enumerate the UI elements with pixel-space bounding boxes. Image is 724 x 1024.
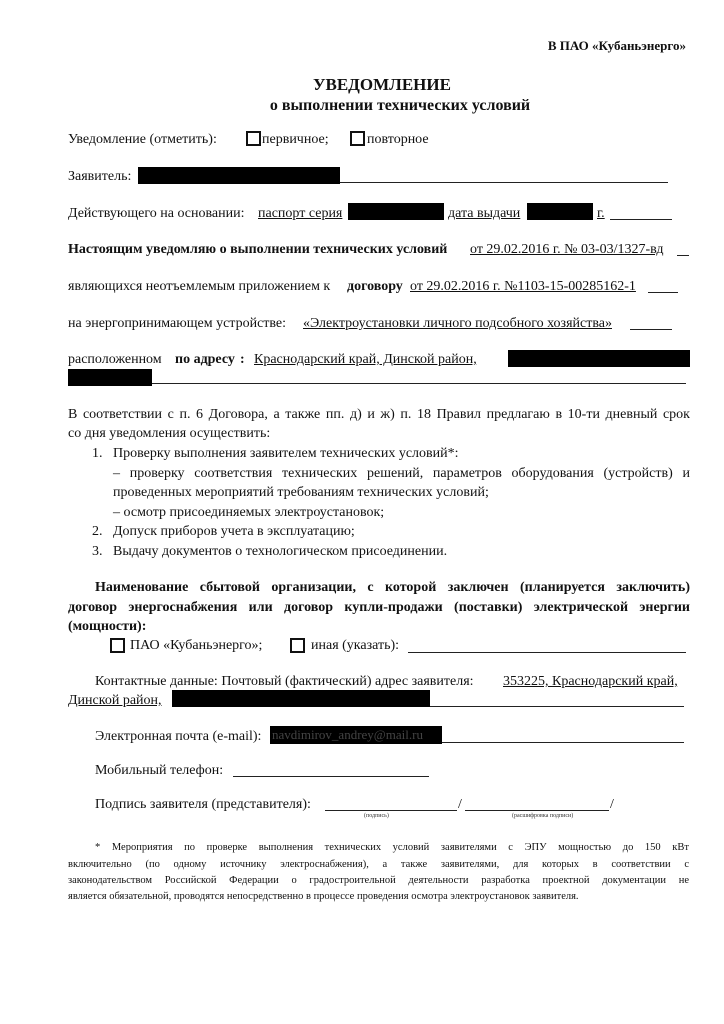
list-subitem-2: – осмотр присоединяемых электроустановок; (113, 505, 385, 520)
notify-line-tail (677, 255, 689, 256)
other-supplier-label: иная (указать): (311, 638, 400, 653)
postal-address-value-1: 353225, Краснодарский край, (503, 674, 678, 689)
contract-line-tail (648, 292, 678, 293)
passport-label: паспорт серия (258, 206, 343, 221)
email-line[interactable] (442, 742, 684, 743)
phone-line[interactable] (233, 776, 429, 777)
notify-statement: Настоящим уведомляю о выполнении технических условий (68, 242, 448, 257)
address-label: по адресу (175, 352, 235, 367)
list-num-1: 1. (92, 446, 103, 461)
redacted-address-2 (68, 369, 152, 386)
addressee: В ПАО «Кубаньэнерго» (547, 38, 686, 53)
kubanenergo-label: ПАО «Кубаньэнерго»; (130, 638, 263, 653)
basis-line[interactable] (610, 219, 672, 220)
notice-type-label: Уведомление (отметить): (68, 132, 217, 147)
phone-label: Мобильный телефон: (95, 763, 224, 778)
year-suffix: г. (597, 206, 605, 221)
email-label: Электронная почта (e-mail): (95, 729, 262, 744)
list-num-3: 3. (92, 544, 103, 559)
document-title: УВЕДОМЛЕНИЕ (313, 75, 451, 94)
signature-slash-2: / (610, 797, 614, 812)
basis-label: Действующего на основании: (68, 206, 245, 221)
signature-caption: (подпись) (364, 813, 389, 819)
supplier-line-1: Наименование сбытовой организации, с которой заключен (планируется заключить) (95, 580, 690, 595)
list-item-2: Допуск приборов учета в эксплуатацию; (113, 524, 355, 539)
signature-slash-1: / (458, 797, 462, 812)
contract-text: являющихся неотъемлемым приложением к (68, 279, 331, 294)
redacted-address-1 (508, 350, 690, 367)
list-num-2: 2. (92, 524, 103, 539)
other-supplier-line[interactable] (408, 652, 686, 653)
decode-line[interactable] (465, 810, 609, 811)
redacted-postal-address (172, 690, 430, 707)
email-value[interactable]: navdimirov_andrey@mail.ru (272, 727, 423, 742)
primary-option-label: первичное; (262, 132, 329, 147)
footnote-line-1: * Мероприятия по проверке выполнения технических условий заявителями с ЭПУ мощностью до 150 кВт (95, 842, 689, 853)
kubanenergo-checkbox[interactable] (110, 638, 125, 653)
postal-address-line[interactable] (430, 706, 684, 707)
primary-checkbox[interactable] (246, 131, 261, 146)
contract-ref: от 29.02.2016 г. №1103-15-00285162-1 (410, 279, 636, 294)
issue-date-label: дата выдачи (448, 206, 521, 221)
decode-caption: (расшифровка подписи) (512, 813, 574, 819)
address-line-2[interactable] (152, 383, 686, 384)
repeat-option-label: повторное (367, 132, 429, 147)
list-item-1: Проверку выполнения заявителем технических условий*: (113, 446, 459, 461)
postal-address-value-2: Динской район, (68, 693, 162, 708)
intro-line-1: В соответствии с п. 6 Договора, а также пп. д) и ж) п. 18 Правил предлагаю в 10-ти дневный срок (68, 407, 690, 422)
list-subitem-1: – проверку соответствия технических решений, параметров оборудования (устройств) и (113, 466, 690, 481)
intro-line-2: со дня уведомления осуществить: (68, 426, 271, 441)
address-text: расположенном (68, 352, 162, 367)
list-subitem-1-cont: проведенных мероприятий требованиям технических условий; (113, 485, 489, 500)
redacted-applicant (138, 167, 340, 184)
document-subtitle: о выполнении технических условий (269, 97, 531, 114)
footnote-line-2: включительно (по одному источнику электроснабжения), а также заявителями, для которых в соответствии с (68, 859, 689, 870)
device-label: на энергопринимающем устройстве: (68, 316, 287, 331)
footnote-line-3: законодательством Российской Федерации о градостроительной деятельности разработка проектной документации не (68, 875, 689, 886)
device-line-tail (630, 329, 672, 330)
contract-bold: договору (347, 279, 403, 294)
address-value: Краснодарский край, Динской район, (254, 352, 477, 367)
supplier-line-2: договор энергоснабжения или договор купли-продажи (поставки) электрической энергии (68, 600, 690, 615)
signature-line[interactable] (325, 810, 457, 811)
tech-conditions-ref: от 29.02.2016 г. № 03-03/1327-вд (470, 242, 664, 257)
footnote-line-4: является обязательной, проводятся непосредственно в процессе проведения осмотра электроустановок заявителя. (68, 891, 579, 902)
list-item-3: Выдачу документов о технологическом присоединении. (113, 544, 448, 559)
applicant-label: Заявитель: (68, 169, 132, 184)
device-value: «Электроустановки личного подсобного хозяйства» (303, 316, 612, 331)
repeat-checkbox[interactable] (350, 131, 365, 146)
other-supplier-checkbox[interactable] (290, 638, 305, 653)
supplier-line-3: (мощности): (68, 619, 147, 634)
postal-address-label: Контактные данные: Почтовый (фактический) адрес заявителя: (95, 674, 474, 689)
signature-label: Подпись заявителя (представителя): (95, 797, 311, 812)
redacted-issue-date (527, 203, 593, 220)
redacted-passport (348, 203, 444, 220)
